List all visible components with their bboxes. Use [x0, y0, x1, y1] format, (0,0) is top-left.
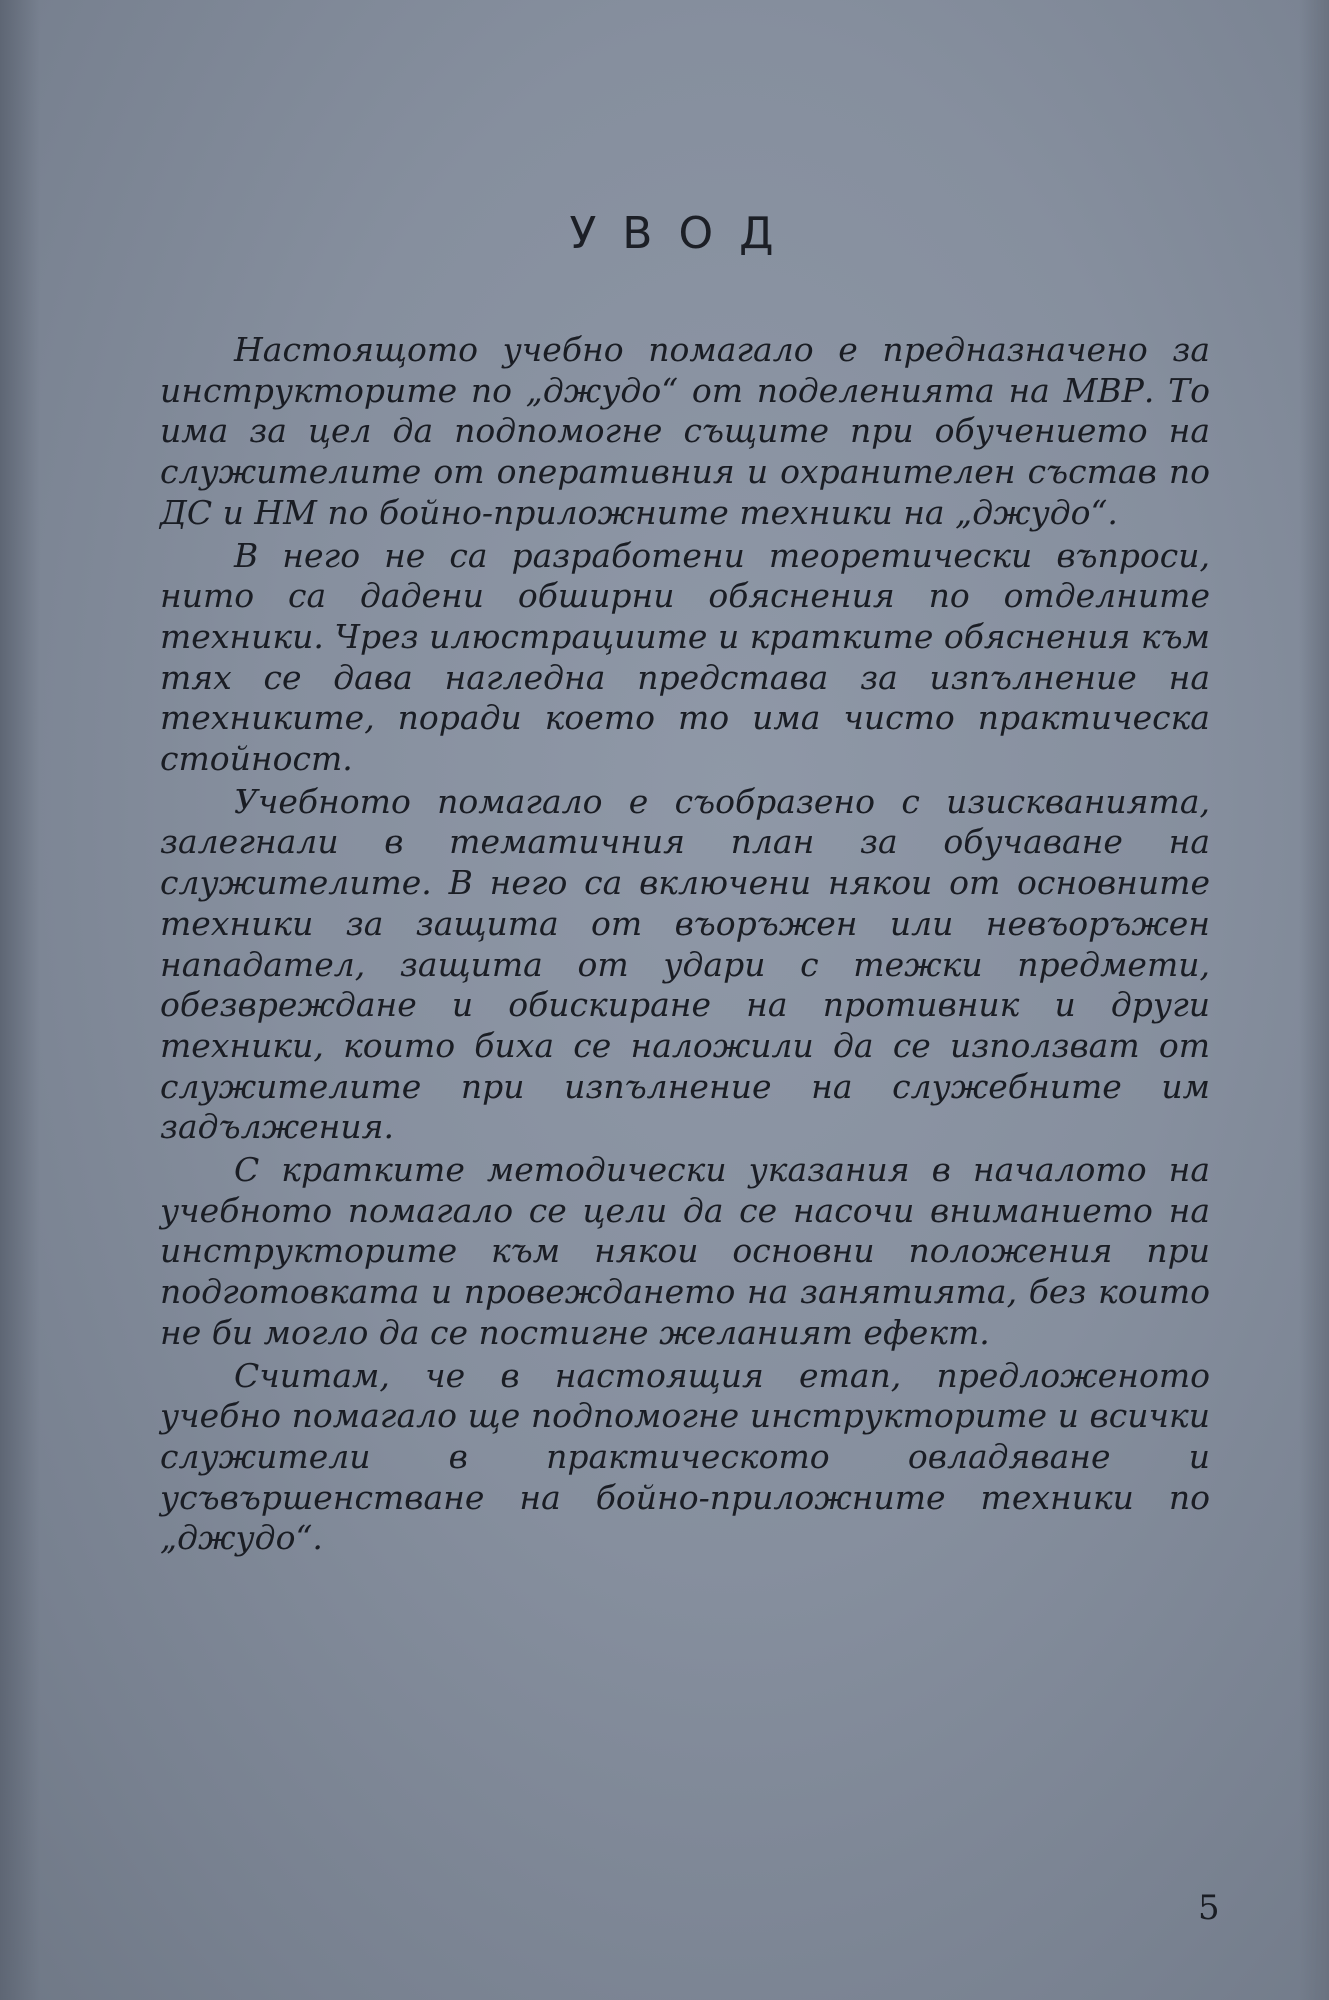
body-text — [160, 330, 1210, 1561]
chapter-title: УВОД — [569, 208, 800, 259]
paragraph: В него не са разработени теоретически въпроси, нито са дадени обширни обяснения по отделните техники. Чрез илюстрациите и кратките обяснения към тях се дава нагледна представа за изпълнение на техниките, поради което то има чисто практическа стойност. — [160, 535, 1210, 779]
edge-shadow — [1299, 0, 1329, 2000]
page-number: 5 — [1198, 1888, 1220, 1928]
paragraph: Настоящото учебно помагало е предназначено за инструкторите по „джудо“ от поделенията на МВР. То има за цел да подпомогне същите при обучението на служителите от оперативния и охранителен състав по ДС и НМ по бойно-приложните техники на „джудо“. — [160, 330, 1210, 532]
paragraph: Считам, че в настоящия етап, предложеното учебно помагало ще подпомогне инструкторите и всички служители в практическото овладяване и усъвършенстване на бойно-приложните техники по „джудо“. — [160, 1355, 1210, 1558]
paragraph: С кратките методически указания в началото на учебното помагало се цели да се насочи вниманието на инструкторите към някои основни положения при подготовката и провеждането на занятията, без които не би могло да се постигне желаният ефект. — [160, 1150, 1210, 1352]
spine-shadow — [0, 0, 40, 2000]
paragraph: Учебното помагало е съобразено с изискванията, залегнали в тематичния план за обучаване на служителите. В него са включени някои от основните техники за защита от въоръжен или невъоръжен нападател, защита от удари с тежки предмети, обезвреждане и обискиране на противник и други техники, които биха се наложили да се използват от служителите при изпълнение на служебните им задължения. — [160, 781, 1210, 1147]
